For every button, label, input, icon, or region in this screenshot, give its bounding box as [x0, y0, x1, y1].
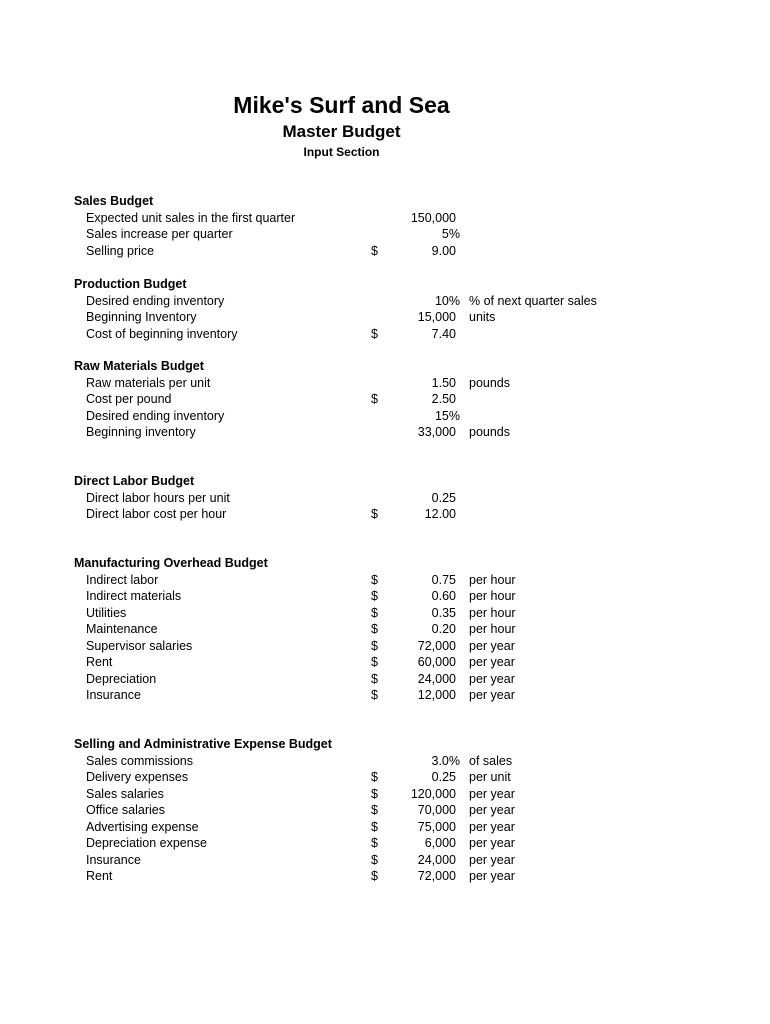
row-value: 10%	[434, 293, 460, 308]
row-value: 0.20	[431, 622, 456, 636]
row-value: 5%	[441, 227, 460, 241]
unit-label: per year	[469, 852, 515, 867]
row-label: Depreciation expense	[86, 836, 207, 850]
unit-label: per year	[469, 803, 515, 817]
currency-symbol: $	[371, 869, 378, 883]
row-value: 0.75	[431, 572, 456, 587]
currency-symbol: $	[371, 589, 378, 603]
currency-symbol: $	[371, 326, 378, 341]
document-title: Master Budget	[282, 122, 401, 141]
section-header: Direct Labor Budget	[74, 474, 195, 488]
unit-label: per year	[469, 836, 515, 850]
currency-symbol: $	[371, 243, 378, 258]
row-label: Supervisor salaries	[86, 638, 193, 653]
unit-label: per year	[469, 819, 515, 834]
currency-symbol: $	[371, 638, 378, 653]
budget-row	[0, 294, 770, 310]
row-label: Selling price	[86, 243, 155, 258]
row-value: 3.0%	[431, 753, 460, 768]
unit-label: per unit	[469, 770, 511, 784]
row-label: Desired ending inventory	[86, 408, 225, 423]
row-label: Sales salaries	[86, 786, 164, 801]
row-value: 15,000	[417, 310, 456, 324]
budget-row	[0, 507, 770, 523]
document-subtitle: Input Section	[303, 145, 380, 159]
unit-label: units	[469, 310, 496, 324]
budget-row	[0, 622, 770, 638]
budget-row	[0, 211, 770, 227]
budget-row	[0, 425, 770, 441]
unit-label: per year	[469, 655, 515, 669]
budget-row	[0, 803, 770, 819]
row-value: 60,000	[417, 655, 456, 669]
row-label: Beginning Inventory	[86, 310, 197, 324]
unit-label: per year	[469, 638, 515, 653]
row-label: Insurance	[86, 852, 141, 867]
unit-label: % of next quarter sales	[469, 293, 597, 308]
row-label: Advertising expense	[86, 819, 199, 834]
currency-symbol: $	[371, 803, 378, 817]
section-header: Manufacturing Overhead Budget	[74, 556, 268, 570]
currency-symbol: $	[371, 671, 378, 686]
budget-row	[0, 392, 770, 408]
budget-row	[0, 573, 770, 589]
row-label: Cost per pound	[86, 392, 172, 406]
budget-row	[0, 227, 770, 243]
budget-row	[0, 589, 770, 605]
currency-symbol: $	[371, 786, 378, 801]
row-value: 0.60	[431, 589, 456, 603]
row-label: Indirect labor	[86, 572, 159, 587]
row-label: Insurance	[86, 688, 141, 702]
budget-row	[0, 409, 770, 425]
budget-row	[0, 639, 770, 655]
row-label: Direct labor cost per hour	[86, 507, 227, 521]
budget-row	[0, 327, 770, 343]
row-label: Rent	[86, 869, 113, 883]
row-label: Sales commissions	[86, 753, 193, 768]
row-label: Cost of beginning inventory	[86, 326, 238, 341]
currency-symbol: $	[371, 688, 378, 702]
row-value: 12,000	[417, 688, 456, 702]
unit-label: per hour	[469, 589, 516, 603]
row-label: Expected unit sales in the first quarter	[86, 210, 296, 225]
section-header: Production Budget	[74, 277, 187, 291]
budget-row	[0, 672, 770, 688]
currency-symbol: $	[371, 836, 378, 850]
row-value: 72,000	[417, 638, 456, 653]
row-value: 0.25	[431, 770, 456, 784]
row-value: 0.35	[431, 605, 456, 620]
unit-label: per hour	[469, 605, 516, 620]
unit-label: of sales	[469, 753, 513, 768]
currency-symbol: $	[371, 655, 378, 669]
budget-row	[0, 310, 770, 326]
row-value: 24,000	[417, 852, 456, 867]
currency-symbol: $	[371, 852, 378, 867]
currency-symbol: $	[371, 605, 378, 620]
section-header: Selling and Administrative Expense Budget	[74, 737, 332, 751]
unit-label: per year	[469, 688, 515, 702]
row-label: Utilities	[86, 605, 127, 620]
row-value: 9.00	[431, 243, 456, 258]
row-label: Rent	[86, 655, 113, 669]
currency-symbol: $	[371, 622, 378, 636]
row-value: 1.50	[431, 375, 456, 390]
row-value: 120,000	[410, 786, 456, 801]
row-label: Office salaries	[86, 803, 165, 817]
budget-row	[0, 836, 770, 852]
row-label: Sales increase per quarter	[86, 227, 233, 241]
budget-row	[0, 376, 770, 392]
row-label: Beginning inventory	[86, 425, 196, 439]
row-label: Depreciation	[86, 671, 157, 686]
row-label: Maintenance	[86, 622, 158, 636]
budget-row	[0, 869, 770, 885]
row-label: Desired ending inventory	[86, 293, 225, 308]
budget-row	[0, 491, 770, 507]
budget-row	[0, 770, 770, 786]
row-value: 24,000	[417, 671, 456, 686]
row-value: 2.50	[431, 392, 456, 406]
unit-label: per year	[469, 786, 515, 801]
unit-label: per hour	[469, 622, 516, 636]
row-value: 150,000	[410, 210, 456, 225]
row-value: 70,000	[417, 803, 456, 817]
budget-row	[0, 688, 770, 704]
row-label: Indirect materials	[86, 589, 182, 603]
budget-row	[0, 244, 770, 260]
budget-row	[0, 820, 770, 836]
row-label: Delivery expenses	[86, 770, 189, 784]
unit-label: per hour	[469, 572, 516, 587]
row-label: Raw materials per unit	[86, 375, 211, 390]
row-value: 0.25	[431, 490, 456, 505]
currency-symbol: $	[371, 572, 378, 587]
row-value: 75,000	[417, 819, 456, 834]
budget-row	[0, 606, 770, 622]
row-label: Direct labor hours per unit	[86, 490, 230, 505]
currency-symbol: $	[371, 770, 378, 784]
row-value: 12.00	[424, 507, 456, 521]
unit-label: pounds	[469, 375, 511, 390]
budget-row	[0, 853, 770, 869]
row-value: 15%	[434, 408, 460, 423]
row-value: 33,000	[417, 425, 456, 439]
row-value: 7.40	[431, 326, 456, 341]
currency-symbol: $	[371, 819, 378, 834]
unit-label: per year	[469, 869, 515, 883]
budget-row	[0, 655, 770, 671]
row-value: 72,000	[417, 869, 456, 883]
budget-row	[0, 754, 770, 770]
section-header: Raw Materials Budget	[74, 359, 204, 373]
currency-symbol: $	[371, 392, 378, 406]
company-name: Mike's Surf and Sea	[233, 92, 450, 118]
section-header: Sales Budget	[74, 194, 154, 208]
unit-label: per year	[469, 671, 515, 686]
budget-row	[0, 787, 770, 803]
row-value: 6,000	[424, 836, 456, 850]
currency-symbol: $	[371, 507, 378, 521]
unit-label: pounds	[469, 425, 511, 439]
